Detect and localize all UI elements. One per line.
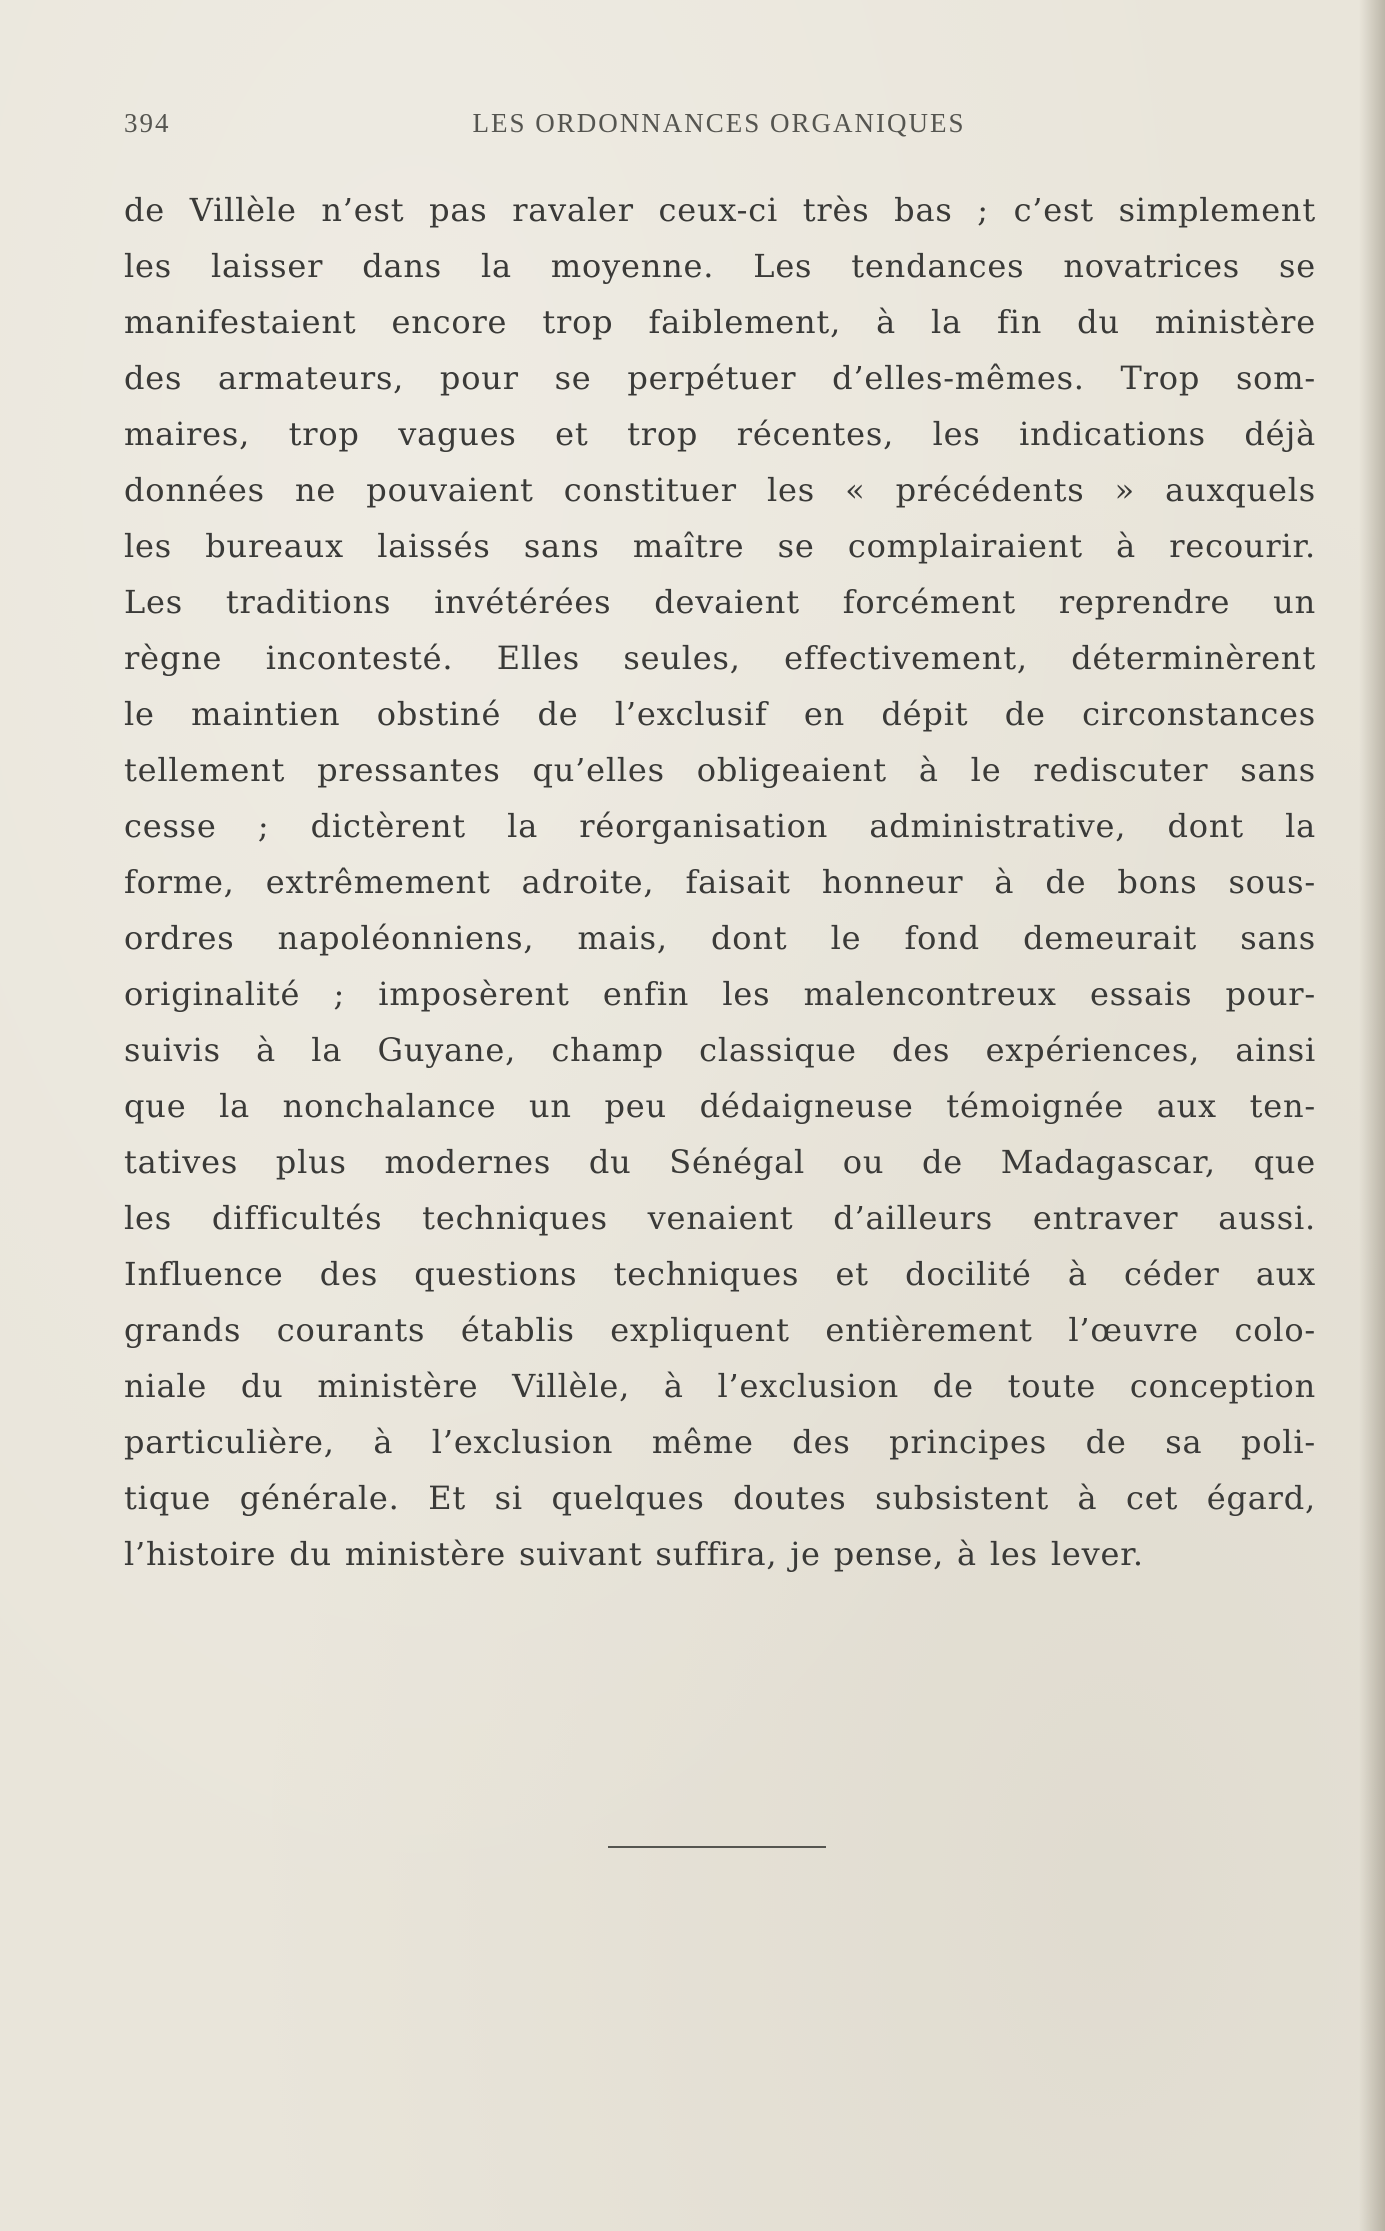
text-line: forme, extrêmement adroite, faisait honneur à de bons sous-	[124, 863, 1316, 901]
text-line: suivis à la Guyane, champ classique des expériences, ainsi	[124, 1031, 1316, 1069]
text-line: tellement pressantes qu’elles obligeaient à le rediscuter sans	[124, 751, 1316, 789]
chapter-end-rule	[608, 1846, 826, 1848]
text-line: maires, trop vagues et trop récentes, les indications déjà	[124, 415, 1316, 453]
text-line: tique générale. Et si quelques doutes subsistent à cet égard,	[124, 1479, 1316, 1517]
text-line: les difficultés techniques venaient d’ailleurs entraver aussi.	[124, 1199, 1316, 1237]
text-line: ordres napoléonniens, mais, dont le fond demeurait sans	[124, 919, 1316, 957]
text-line: les laisser dans la moyenne. Les tendances novatrices se	[124, 247, 1316, 285]
text-line: grands courants établis expliquent entièrement l’œuvre colo-	[124, 1311, 1316, 1349]
page-header	[124, 108, 1314, 148]
page-number: 394	[124, 108, 171, 138]
page-edge-shadow	[1359, 0, 1385, 2231]
text-line: règne incontesté. Elles seules, effectivement, déterminèrent	[124, 639, 1316, 677]
text-line: Les traditions invétérées devaient forcément reprendre un	[124, 583, 1316, 621]
body-paragraph	[124, 182, 1316, 1582]
running-title: LES ORDONNANCES ORGANIQUES	[472, 108, 966, 138]
text-line: Influence des questions techniques et docilité à céder aux	[124, 1255, 1316, 1293]
text-line: de Villèle n’est pas ravaler ceux-ci très bas ; c’est simplement	[124, 191, 1316, 229]
text-line: données ne pouvaient constituer les « précédents » auxquels	[124, 471, 1316, 509]
text-line: particulière, à l’exclusion même des principes de sa poli-	[124, 1423, 1316, 1461]
text-line: tatives plus modernes du Sénégal ou de Madagascar, que	[124, 1143, 1316, 1181]
text-line: des armateurs, pour se perpétuer d’elles-mêmes. Trop som-	[124, 359, 1316, 397]
text-line: niale du ministère Villèle, à l’exclusion de toute conception	[124, 1367, 1316, 1405]
text-line: les bureaux laissés sans maître se complairaient à recourir.	[124, 527, 1316, 565]
text-line: l’histoire du ministère suivant suffira, je pense, à les lever.	[124, 1535, 1144, 1573]
text-line: cesse ; dictèrent la réorganisation administrative, dont la	[124, 807, 1316, 845]
text-line: que la nonchalance un peu dédaigneuse témoignée aux ten-	[124, 1087, 1316, 1125]
text-line: originalité ; imposèrent enfin les malencontreux essais pour-	[124, 975, 1316, 1013]
text-line: le maintien obstiné de l’exclusif en dépit de circonstances	[124, 695, 1316, 733]
text-line: manifestaient encore trop faiblement, à la fin du ministère	[124, 303, 1316, 341]
